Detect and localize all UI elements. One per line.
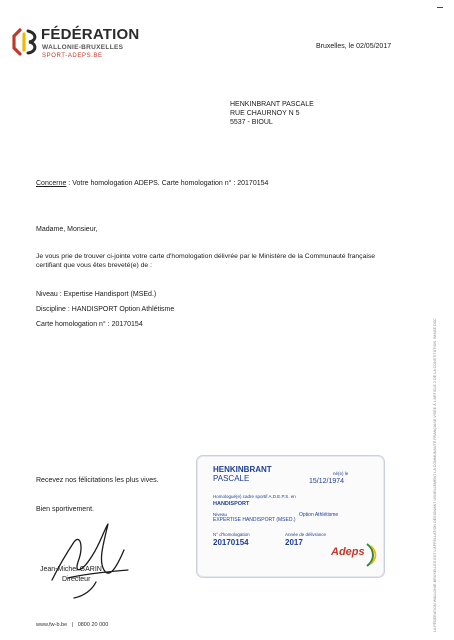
logo-title: FÉDÉRATION bbox=[41, 26, 140, 43]
footer-website: www.fw-b.be bbox=[36, 622, 68, 628]
sign-off: Bien sportivement. bbox=[36, 506, 94, 513]
detail-niveau: Niveau : Expertise Handisport (MSEd.) bbox=[36, 291, 157, 298]
footer bbox=[36, 622, 108, 628]
recipient-name: HENKINBRANT PASCALE bbox=[230, 101, 314, 108]
federation-logo bbox=[10, 22, 140, 72]
recipient-city: 5537 - BIOUL bbox=[230, 119, 273, 126]
card-year-value: 2017 bbox=[285, 538, 303, 547]
card-discipline: HANDISPORT bbox=[213, 501, 250, 507]
logo-subtitle: WALLONIE-BRUXELLES bbox=[42, 44, 124, 51]
signer-name: Jean-Michel GARIN bbox=[40, 566, 102, 573]
card-option: Option Athlétisme bbox=[299, 512, 339, 518]
card-born-date: 15/12/1974 bbox=[309, 478, 345, 485]
subject-label: Concerne bbox=[36, 180, 67, 187]
footer-separator: | bbox=[71, 622, 74, 628]
adeps-logo bbox=[329, 542, 377, 568]
corner-mark bbox=[437, 7, 443, 8]
card-born-label: né(e) le bbox=[333, 471, 349, 476]
body-line-2: certifiant que vous êtes breveté(e) de : bbox=[36, 262, 152, 269]
place-date: Bruxelles, le 02/05/2017 bbox=[316, 43, 392, 50]
federation-logo-icon bbox=[10, 28, 38, 56]
card-level-value: EXPERTISE HANDISPORT (MSED.) bbox=[213, 517, 296, 523]
detail-discipline: Discipline : HANDISPORT Option Athlétisme bbox=[36, 306, 175, 313]
card-holder-label: Homologué(e) cadre sportif A.D.E.P.S. en bbox=[213, 494, 296, 499]
adeps-logo-text: Adeps bbox=[331, 546, 365, 558]
card-level-label: Niveau bbox=[213, 512, 228, 517]
subject-text: : Votre homologation ADEPS. Carte homologation n° : 20170154 bbox=[66, 180, 269, 187]
card-last-name: HENKINBRANT bbox=[213, 465, 272, 474]
card-first-name: PASCALE bbox=[213, 474, 250, 483]
homologation-card bbox=[196, 455, 385, 578]
greeting: Madame, Monsieur, bbox=[36, 226, 98, 233]
detail-carte: Carte homologation n° : 20170154 bbox=[36, 321, 143, 328]
logo-website: SPORT-ADEPS.BE bbox=[42, 53, 103, 59]
signature-drawing bbox=[44, 520, 144, 600]
card-number-value: 20170154 bbox=[213, 538, 249, 547]
card-number-label: N° d'homologation bbox=[213, 532, 250, 537]
congratulations: Recevez nos félicitations les plus vives. bbox=[36, 477, 159, 484]
subject-line bbox=[36, 180, 268, 189]
body-line-1: Je vous prie de trouver ci-jointe votre carte d'homologation délivrée par le Ministère de la Communauté française bbox=[36, 253, 376, 260]
side-legal-note: LA FÉDÉRATION WALLONIE-BRUXELLES EST L'APPELLATION DÉSIGNANT USUELLEMENT LA COMMUNAUTÉ FRANÇAISE VISÉE À L'ARTICLE 2 DE LA CONSTITUTION. IMAGE DSC bbox=[433, 318, 437, 632]
footer-phone: 0800 20 000 bbox=[77, 622, 109, 628]
signer-title: Directeur bbox=[62, 576, 91, 583]
recipient-street: RUE CHAURNOY N 5 bbox=[230, 110, 300, 117]
card-year-label: Année de délivrance bbox=[285, 532, 327, 537]
